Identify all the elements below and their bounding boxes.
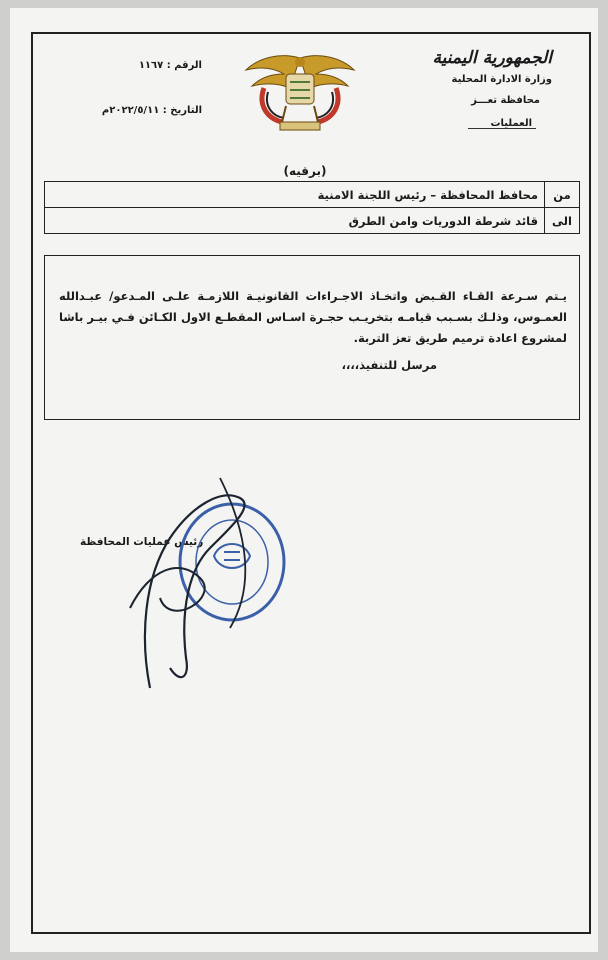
to-key: الى [545,208,580,234]
message-paragraph: يـتم سـرعة القـاء القـبض واتخـاذ الاجـراءات القانونيـة اللازمـة علـى المـدعو/ عبـدالله العمـوس، وذلـك بسـبب قيامـه بتخريـب حجـرة اسـاس المقطـع الاول الكـائن فـي بيـر باشا لمشروع اعادة ترميم طريق تعز التربة. [59,289,567,345]
document-page [10,8,598,952]
from-value: محافظ المحافظة – رئيس اللجنة الامنية [45,182,545,208]
governorate-name: محافظة تعـــز [471,95,540,106]
message-box [44,255,580,420]
document-date: التاريخ : ٢٠٢٢/٥/١١م [101,105,202,116]
signatory-title: رئيس عمليات المحافظة [80,536,204,548]
header-divider [468,128,536,129]
routing-table [44,181,580,234]
reference-block [82,60,202,150]
yemen-eagle-emblem-icon [240,48,360,138]
ministry-header [402,48,552,129]
to-row [45,208,580,234]
from-row [45,182,580,208]
reference-number: الرقم : ١١٦٧ [138,60,202,71]
department-name: العمليات [490,118,532,129]
from-key: من [545,182,580,208]
ministry-name: وزارة الادارة المحلية [451,74,552,85]
handwritten-signature-icon [110,458,280,698]
to-value: قائد شرطة الدوريات وامن الطرق [45,208,545,234]
message-body [59,286,567,376]
telegram-label: (برقيه) [283,164,327,178]
message-closing: مرسل للتنفيذ،،،، [341,358,437,372]
republic-title: الجمهورية اليمنية [432,48,552,68]
